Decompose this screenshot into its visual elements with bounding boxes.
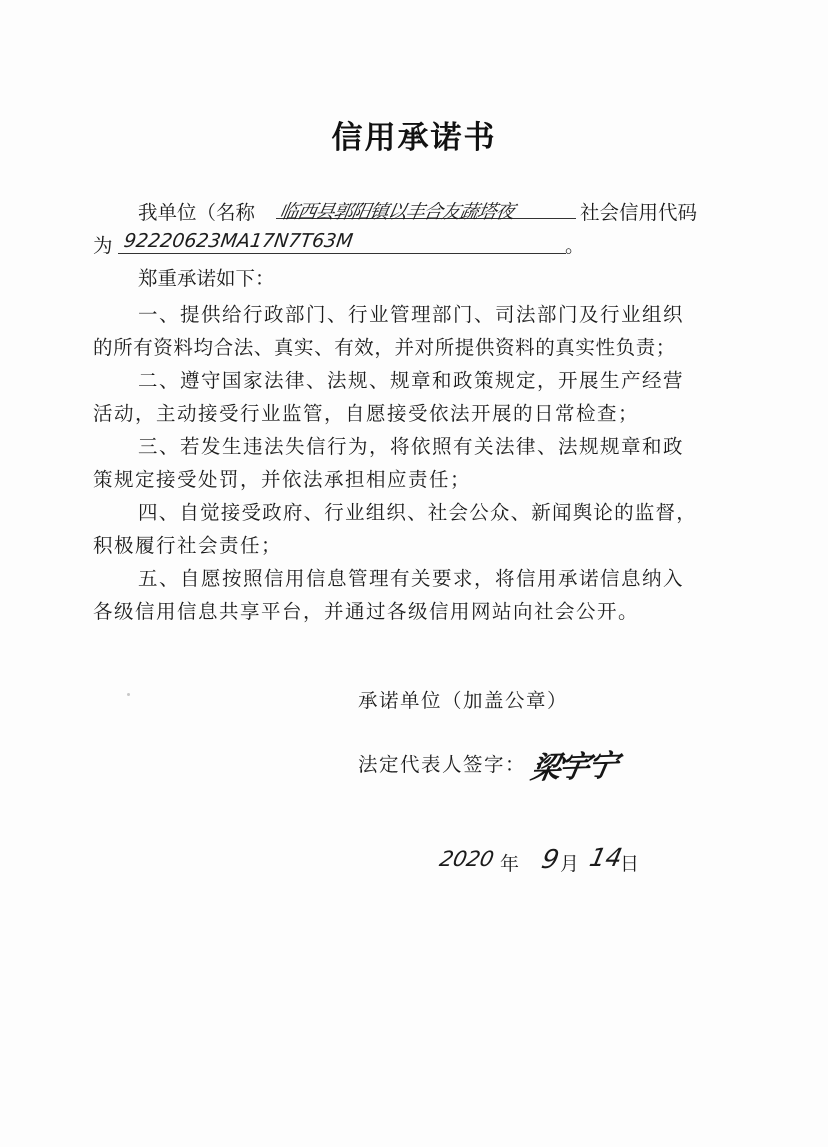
unit-seal-label: 承诺单位（加盖公章）: [358, 689, 569, 712]
name-handwritten: 临西县郭阳镇以丰合友蔬塔夜: [277, 201, 516, 223]
date-day-handwritten: 14: [586, 843, 625, 872]
pledge-line-3: 二、遵守国家法律、法规、规章和政策规定，开展生产经营: [138, 369, 685, 392]
pledge-line-9: 五、自愿按照信用信息管理有关要求，将信用承诺信息纳入: [138, 567, 685, 590]
pledge-line-10: 各级信用信息共享平台，并通过各级信用网站向社会公开。: [93, 600, 640, 623]
rep-sign-label: 法定代表人签字：: [358, 753, 527, 776]
pledge-intro: 郑重承诺如下：: [138, 267, 275, 290]
intro-prefix: 我单位（名称: [138, 201, 256, 224]
document-title: 信用承诺书: [331, 120, 497, 156]
pledge-line-4: 活动，主动接受行业监管，自愿接受依法开展的日常检查；: [93, 402, 640, 425]
pledge-line-8: 积极履行社会责任；: [93, 534, 283, 557]
date: [437, 843, 670, 881]
date-year-label: 年: [500, 853, 520, 875]
rep-signature-handwritten: 梁宇宁: [527, 748, 619, 787]
pledge-line-1: 一、提供给行政部门、行业管理部门、司法部门及行业组织: [138, 303, 685, 326]
pledge-line-2: 的所有资料均合法、真实、有效，并对所提供资料的真实性负责；: [93, 336, 676, 359]
pledge-line-6: 策规定接受处罚，并依法承担相应责任；: [93, 468, 472, 491]
credit-code-handwritten: 92220623MA17N7T63M: [122, 230, 355, 252]
credit-code-field: [118, 230, 566, 260]
code-end: 。: [565, 234, 585, 257]
name-field: [276, 197, 576, 227]
date-day-label: 日: [620, 853, 640, 875]
pledge-line-7: 四、自觉接受政府、行业组织、社会公众、新闻舆论的监督，: [138, 501, 697, 524]
code-underline: [118, 253, 566, 254]
code-prefix: 为: [93, 234, 113, 257]
date-year-handwritten: 2020: [437, 847, 497, 871]
date-month-handwritten: 9: [538, 845, 562, 875]
pledge-line-5: 三、若发生违法失信行为，将依照有关法律、法规规章和政: [138, 435, 685, 458]
scan-speck: [127, 693, 130, 696]
intro-suffix: 社会信用代码: [580, 201, 698, 224]
date-month-label: 月: [560, 853, 580, 875]
